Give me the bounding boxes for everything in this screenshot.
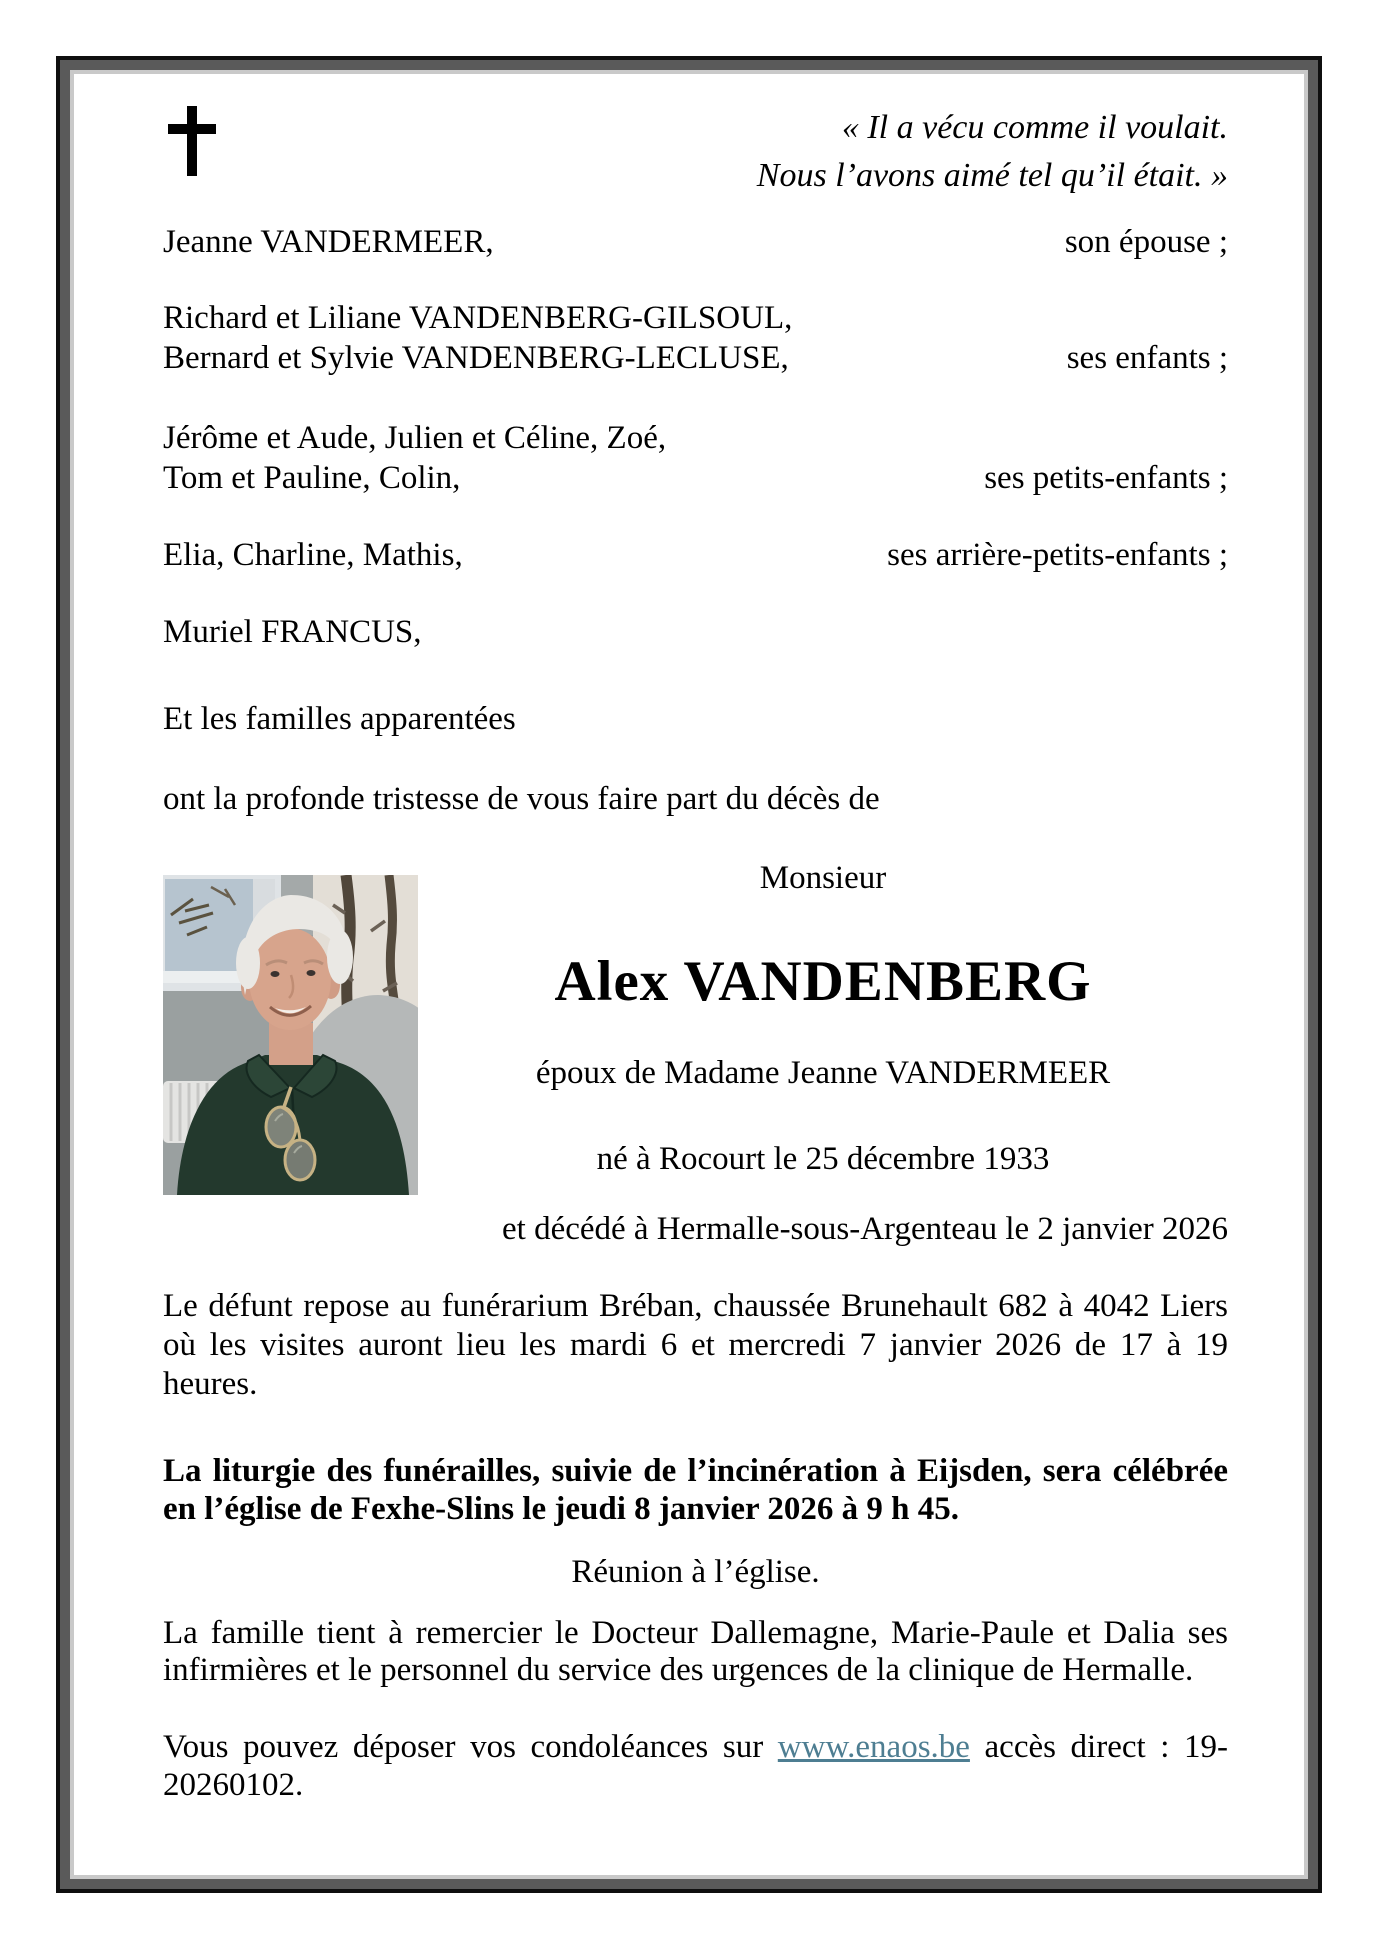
spouse-line: époux de Madame Jeanne VANDERMEER [535,1055,1111,1091]
decorative-frame [56,56,1322,1893]
family-row-great-grandchildren [163,535,1228,575]
family-names: Et les familles apparentées [163,701,516,737]
birth-line: né à Rocourt le 25 décembre 1933 [596,1141,1050,1177]
family-row-spouse [163,222,1228,262]
portrait-illustration [163,875,418,1195]
relation-label: ses arrière-petits-enfants ; [887,537,1228,573]
family-row-related-families [163,699,1228,739]
relation-label: son épouse ; [1064,224,1228,260]
deceased-titles [418,859,1228,1178]
thanks-paragraph: La famille tient à remercier le Docteur Dallemagne, Marie-Paule et Dalia ses infirmières et le personnel du service des urgences de la clinique de Hermalle. [163,1615,1228,1688]
reunion-line: Réunion à l’église. [571,1554,820,1590]
liturgy-paragraph: La liturgie des funérailles, suivie de l’incinération à Eijsden, sera célébrée en l’église de Fexhe-Slins le jeudi 8 janvier 2026 à 9 h 45. [163,1453,1228,1527]
latin-cross-icon [168,106,216,178]
death-line: et décédé à Hermalle-sous-Argenteau le 2 janvier 2026 [502,1211,1228,1247]
repose-paragraph: Le défunt repose au funérarium Bréban, chaussée Brunehault 682 à 4042 Liers où les visites auront lieu les mardi 6 et mercredi 7 janvier 2026 de 17 à 19 heures. [163,1288,1228,1402]
family-row-children [163,298,1228,378]
relation-label: ses enfants ; [1066,340,1228,376]
quote-line-1: « Il a vécu comme il voulait. [841,109,1228,146]
condolences-text-before: Vous pouvez déposer vos condoléances sur [163,1729,778,1765]
family-names: Richard et Liliane VANDENBERG-GILSOUL, Bernard et Sylvie VANDENBERG-LECLUSE, [163,300,793,376]
obituary-content [74,74,1304,1875]
deceased-name: Alex VANDENBERG [554,950,1092,1013]
condolences-paragraph [163,1728,1228,1804]
announcement-line: ont la profonde tristesse de vous faire part du décès de [163,781,880,817]
family-names: Jeanne VANDERMEER, [163,224,494,260]
family-row-grandchildren [163,418,1228,498]
family-row-muriel [163,612,1228,652]
condolences-text-after: accès direct : 19-20260102. [163,1729,1228,1803]
relation-label: ses petits-enfants ; [984,460,1228,496]
civility: Monsieur [759,860,887,896]
memorial-quote [163,92,1228,200]
portrait-photo [163,875,418,1195]
quote-line-2: Nous l’avons aimé tel qu’il était. » [756,157,1228,194]
family-names: Muriel FRANCUS, [163,614,422,650]
enaos-link[interactable]: www.enaos.be [777,1729,970,1765]
photo-and-titles [163,860,1228,1195]
header [163,92,1228,222]
family-names: Jérôme et Aude, Julien et Céline, Zoé, Tom et Pauline, Colin, [163,420,667,496]
family-names: Elia, Charline, Mathis, [163,537,463,573]
